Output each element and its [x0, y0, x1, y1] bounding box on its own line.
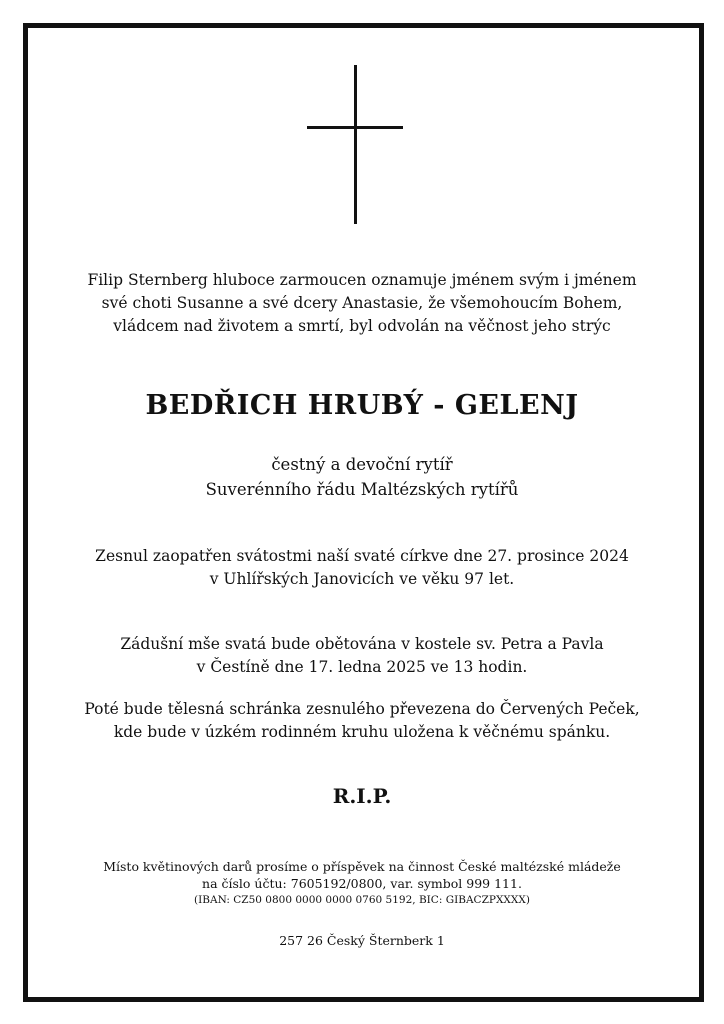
iban-info: (IBAN: CZ50 0800 0000 0000 0760 5192, BIC: GIBACZPXXXX) [194, 894, 530, 906]
rip-text: R.I.P. [332, 784, 392, 808]
announcement-text [30, 269, 694, 338]
announcement-line: Filip Sternberg hluboce zarmoucen oznamuje jménem svým i jménem [87, 271, 637, 289]
title-line: Suverénního řádu Maltézských rytířů [205, 480, 519, 499]
burial-info-line: kde bude v úzkém rodinném kruhu uložena k věčnému spánku. [113, 723, 611, 741]
burial-info-line: Poté bude tělesná schránka zesnulého převezena do Červených Peček, [84, 700, 640, 718]
cross-icon [307, 65, 403, 224]
honorary-title [30, 452, 694, 502]
death-info [30, 545, 694, 591]
donation-line: na číslo účtu: 7605192/0800, var. symbol 999 111. [202, 876, 522, 891]
death-info-line: v Uhlířských Janovicích ve věku 97 let. [209, 570, 515, 588]
mass-info-line: v Čestíně dne 17. ledna 2025 ve 13 hodin. [196, 658, 528, 676]
burial-info [30, 698, 694, 744]
donation-line: Místo květinových darů prosíme o příspěvek na činnost České maltézské mládeže [103, 859, 621, 874]
mass-info [30, 633, 694, 679]
mass-info-line: Zádušní mše svatá bude obětována v kostele sv. Petra a Pavla [120, 635, 604, 653]
donation-info [30, 858, 694, 892]
title-line: čestný a devoční rytíř [271, 455, 453, 474]
announcement-line: vládcem nad životem a smrtí, byl odvolán na věčnost jeho strýc [113, 317, 611, 335]
deceased-name: BEDŘICH HRUBÝ - GELENJ [145, 390, 579, 421]
death-info-line: Zesnul zaopatřen svátostmi naší svaté církve dne 27. prosince 2024 [95, 547, 629, 565]
address: 257 26 Český Šternberk 1 [279, 933, 445, 948]
announcement-line: své choti Susanne a své dcery Anastasie, že všemohoucím Bohem, [101, 294, 623, 312]
